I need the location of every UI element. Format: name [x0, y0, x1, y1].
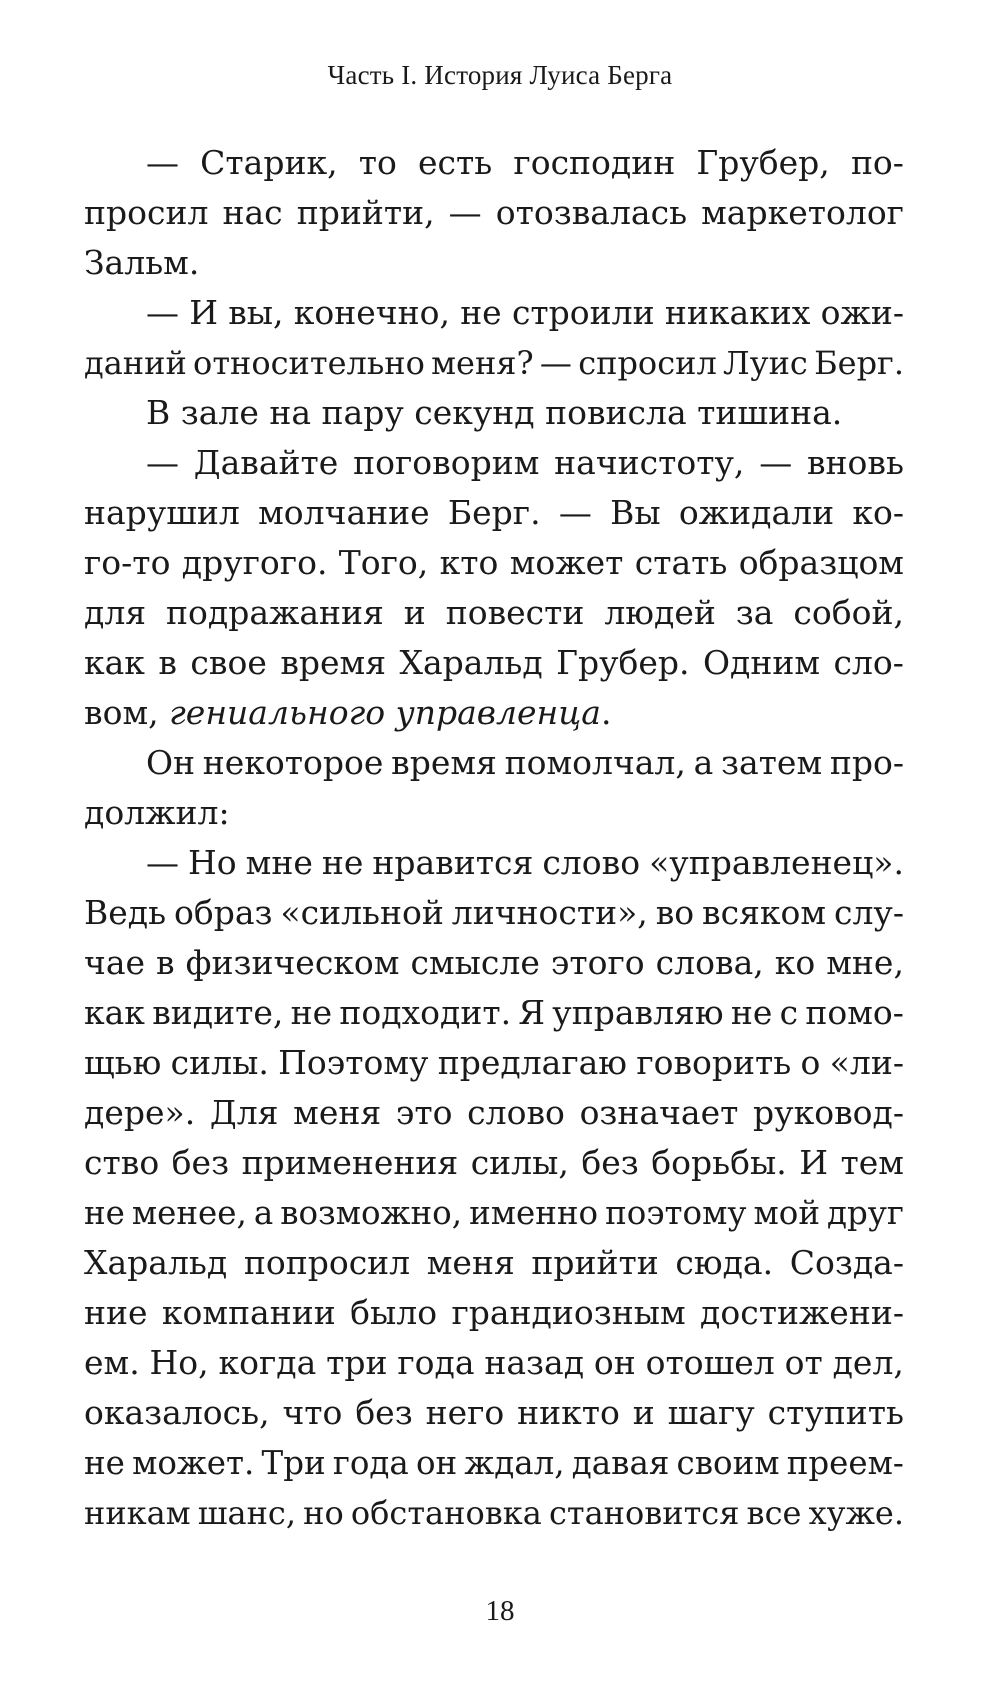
word: молчание: [258, 493, 430, 532]
word: возможно,: [280, 1194, 463, 1232]
text-line: [84, 688, 904, 738]
word: никто: [517, 1393, 620, 1432]
word: некоторое: [202, 743, 384, 782]
word: обстановка: [350, 1494, 542, 1532]
word: меня: [426, 1243, 515, 1282]
word: Берг.: [814, 344, 904, 382]
running-head: Часть I. История Луиса Берга: [327, 60, 673, 90]
text-line: [84, 988, 904, 1038]
word: силы,: [470, 1143, 569, 1182]
word: Старик,: [200, 143, 338, 182]
word: слова,: [655, 943, 764, 982]
word: относительно: [193, 344, 425, 382]
word: меня: [293, 1093, 382, 1132]
word: дел,: [832, 1343, 904, 1382]
word: применения: [241, 1143, 459, 1182]
word: маркетолог: [701, 193, 904, 232]
text-line: [84, 838, 904, 888]
text-line: [84, 1488, 904, 1538]
text-line: [84, 888, 904, 938]
word: может.: [132, 1444, 255, 1482]
word: И: [189, 293, 218, 332]
word: другого.: [181, 543, 328, 582]
text-span: В зале на пару секунд повисла тишина.: [146, 393, 843, 432]
word: достижени-: [700, 1293, 904, 1332]
word: как: [84, 993, 145, 1032]
word: дере».: [84, 1093, 196, 1132]
text-line: [84, 438, 904, 488]
word: Вы: [610, 493, 661, 532]
word: не: [84, 1194, 125, 1232]
text-line: [84, 138, 904, 188]
word: борьбы.: [651, 1143, 787, 1182]
word: прийти: [531, 1243, 659, 1282]
word: —: [146, 843, 179, 882]
word: Харальд: [399, 643, 543, 682]
text-line: [84, 638, 904, 688]
word: а: [253, 1194, 274, 1232]
text-line: [84, 1038, 904, 1088]
word: этого: [550, 943, 645, 982]
word: без: [581, 1143, 639, 1182]
word: Но,: [149, 1343, 209, 1382]
word: с: [779, 993, 799, 1032]
word: не: [84, 1444, 125, 1482]
text-line: [84, 1388, 904, 1438]
word: мне: [245, 843, 313, 882]
word: что: [282, 1393, 343, 1432]
word: помо-: [805, 993, 904, 1032]
word: Берг.: [447, 493, 541, 532]
word: вновь: [806, 443, 904, 482]
word: физическом: [185, 943, 400, 982]
word: он: [593, 1343, 636, 1382]
text-line: [84, 1138, 904, 1188]
word: щью: [84, 1043, 162, 1082]
word: и: [632, 1393, 655, 1432]
word: давая: [571, 1444, 670, 1482]
word: Ведь: [84, 893, 167, 932]
word: Но: [188, 843, 237, 882]
word: прийти,: [296, 193, 435, 232]
text-line: [84, 1188, 904, 1238]
word: чае: [84, 943, 146, 982]
word: никам: [84, 1494, 191, 1532]
text-line: [84, 1238, 904, 1288]
word: вы,: [228, 293, 284, 332]
italic-text-span: гениального управленца: [169, 693, 601, 732]
text-line: [84, 738, 904, 788]
word: ожи-: [820, 293, 904, 332]
word: ние: [84, 1293, 148, 1332]
word: «сильной: [280, 893, 444, 932]
word: —: [448, 193, 482, 232]
word: подражания: [166, 593, 384, 632]
word: «управленец».: [649, 843, 904, 882]
word: время: [391, 743, 497, 782]
text-line: [84, 188, 904, 238]
word: никаких: [664, 293, 811, 332]
word: господин: [513, 143, 676, 182]
word: оказалось,: [84, 1393, 270, 1432]
word: —: [539, 344, 572, 382]
word: поэтому: [605, 1194, 747, 1232]
word: он: [415, 1444, 458, 1482]
word: —: [146, 293, 179, 332]
text-line: [84, 588, 904, 638]
word: руковод-: [753, 1093, 904, 1132]
word: ступить: [767, 1393, 904, 1432]
word: может: [509, 543, 624, 582]
text-line: [84, 238, 904, 288]
word: от: [784, 1343, 823, 1382]
word: то: [358, 143, 397, 182]
word: шагу: [667, 1393, 755, 1432]
word: ожидали: [678, 493, 835, 532]
word: Луис: [723, 344, 808, 382]
word: свое: [190, 643, 267, 682]
word: во: [655, 893, 695, 932]
word: менее,: [131, 1194, 247, 1232]
word: начистоту,: [554, 443, 745, 482]
word: грандиозным: [451, 1293, 686, 1332]
word: Три: [261, 1444, 326, 1482]
word: Созда-: [789, 1243, 904, 1282]
word: о: [800, 1043, 821, 1082]
word: за: [735, 593, 774, 632]
word: ство: [84, 1143, 160, 1182]
word: а: [693, 743, 714, 782]
word: назад: [484, 1343, 585, 1382]
word: нас: [222, 193, 283, 232]
text-span: должил:: [84, 793, 230, 832]
word: ко-: [852, 493, 904, 532]
word: нравится: [372, 843, 534, 882]
word: собой,: [793, 593, 904, 632]
word: строили: [511, 293, 655, 332]
word: про-: [829, 743, 904, 782]
word: мой: [753, 1194, 820, 1232]
word: смысле: [410, 943, 540, 982]
word: для: [84, 593, 147, 632]
word: в: [156, 943, 175, 982]
word: года: [397, 1343, 475, 1382]
word: Давайте: [193, 443, 339, 482]
text-span: Зальм.: [84, 243, 200, 282]
word: ко: [774, 943, 816, 982]
word: хуже.: [808, 1494, 904, 1532]
word: Того,: [338, 543, 429, 582]
text-line: [84, 288, 904, 338]
word: спросил: [578, 344, 717, 382]
word: когда: [218, 1343, 317, 1382]
word: именно: [469, 1194, 599, 1232]
word: —: [146, 143, 179, 182]
word: слово: [542, 843, 641, 882]
word: Я: [518, 993, 546, 1032]
word: время: [280, 643, 387, 682]
word: три: [326, 1343, 388, 1382]
word: Он: [146, 743, 196, 782]
word: попросил: [243, 1243, 411, 1282]
word: просил: [84, 193, 209, 232]
word: го-то: [84, 543, 171, 582]
word: не: [290, 993, 333, 1032]
word: своим: [676, 1444, 780, 1482]
text-line: [84, 388, 904, 438]
page-number: 18: [485, 1595, 515, 1627]
word: Грубер,: [696, 143, 830, 182]
word: становится: [548, 1494, 740, 1532]
text-span: .: [600, 693, 612, 732]
word: конечно,: [293, 293, 450, 332]
body-text: [84, 138, 904, 1538]
word: поговорим: [353, 443, 540, 482]
word: людей: [604, 593, 716, 632]
word: Для: [209, 1093, 279, 1132]
word: не: [730, 993, 773, 1032]
text-line: [84, 338, 904, 388]
word: подходит.: [339, 993, 512, 1032]
word: образ: [173, 893, 273, 932]
word: сюда.: [675, 1243, 774, 1282]
word: Грубер.: [556, 643, 690, 682]
word: нарушил: [84, 493, 240, 532]
word: по-: [850, 143, 904, 182]
word: в: [158, 643, 177, 682]
word: —: [558, 493, 592, 532]
word: ем.: [84, 1343, 140, 1382]
word: слово: [467, 1093, 565, 1132]
word: шанс,: [197, 1494, 297, 1532]
word: как: [84, 643, 145, 682]
word: это: [395, 1093, 453, 1132]
word: без: [171, 1143, 230, 1182]
text-line: [84, 1088, 904, 1138]
word: личности»,: [451, 893, 648, 932]
word: —: [146, 443, 179, 482]
word: не: [321, 843, 364, 882]
word: отошел: [645, 1343, 775, 1382]
word: ждал,: [464, 1444, 565, 1482]
word: помолчал,: [504, 743, 686, 782]
word: кто: [439, 543, 499, 582]
word: силы.: [170, 1043, 269, 1082]
word: друг: [826, 1194, 904, 1232]
word: отозвалась: [495, 193, 688, 232]
word: мне,: [826, 943, 904, 982]
text-line: [84, 538, 904, 588]
word: компании: [161, 1293, 336, 1332]
word: говорить: [636, 1043, 792, 1082]
word: и: [403, 593, 426, 632]
word: Поэтому: [278, 1043, 429, 1082]
text-line: [84, 938, 904, 988]
word: повести: [445, 593, 585, 632]
word: есть: [418, 143, 493, 182]
word: затем: [720, 743, 823, 782]
word: И: [799, 1143, 828, 1182]
word: тем: [840, 1143, 904, 1182]
word: него: [425, 1393, 505, 1432]
word: означает: [579, 1093, 739, 1132]
word: Харальд: [84, 1243, 228, 1282]
text-line: [84, 488, 904, 538]
word: даний: [84, 344, 187, 382]
word: было: [350, 1293, 438, 1332]
text-line: [84, 1288, 904, 1338]
word: преем-: [786, 1444, 904, 1482]
text-line: [84, 788, 904, 838]
text-span: вом,: [84, 693, 170, 732]
word: видите,: [152, 993, 284, 1032]
word: не: [460, 293, 502, 332]
word: меня?: [431, 344, 534, 382]
word: образцом: [738, 543, 904, 582]
word: года: [332, 1444, 409, 1482]
word: Одним: [702, 643, 821, 682]
word: без: [355, 1393, 413, 1432]
word: сло-: [833, 643, 904, 682]
word: все: [746, 1494, 802, 1532]
text-line: [84, 1338, 904, 1388]
text-line: [84, 1438, 904, 1488]
word: «ли-: [829, 1043, 904, 1082]
word: управляю: [552, 993, 724, 1032]
word: —: [759, 443, 793, 482]
word: всяком: [702, 893, 827, 932]
word: но: [303, 1494, 344, 1532]
word: предлагаю: [437, 1043, 628, 1082]
word: стать: [634, 543, 728, 582]
word: слу-: [833, 893, 904, 932]
